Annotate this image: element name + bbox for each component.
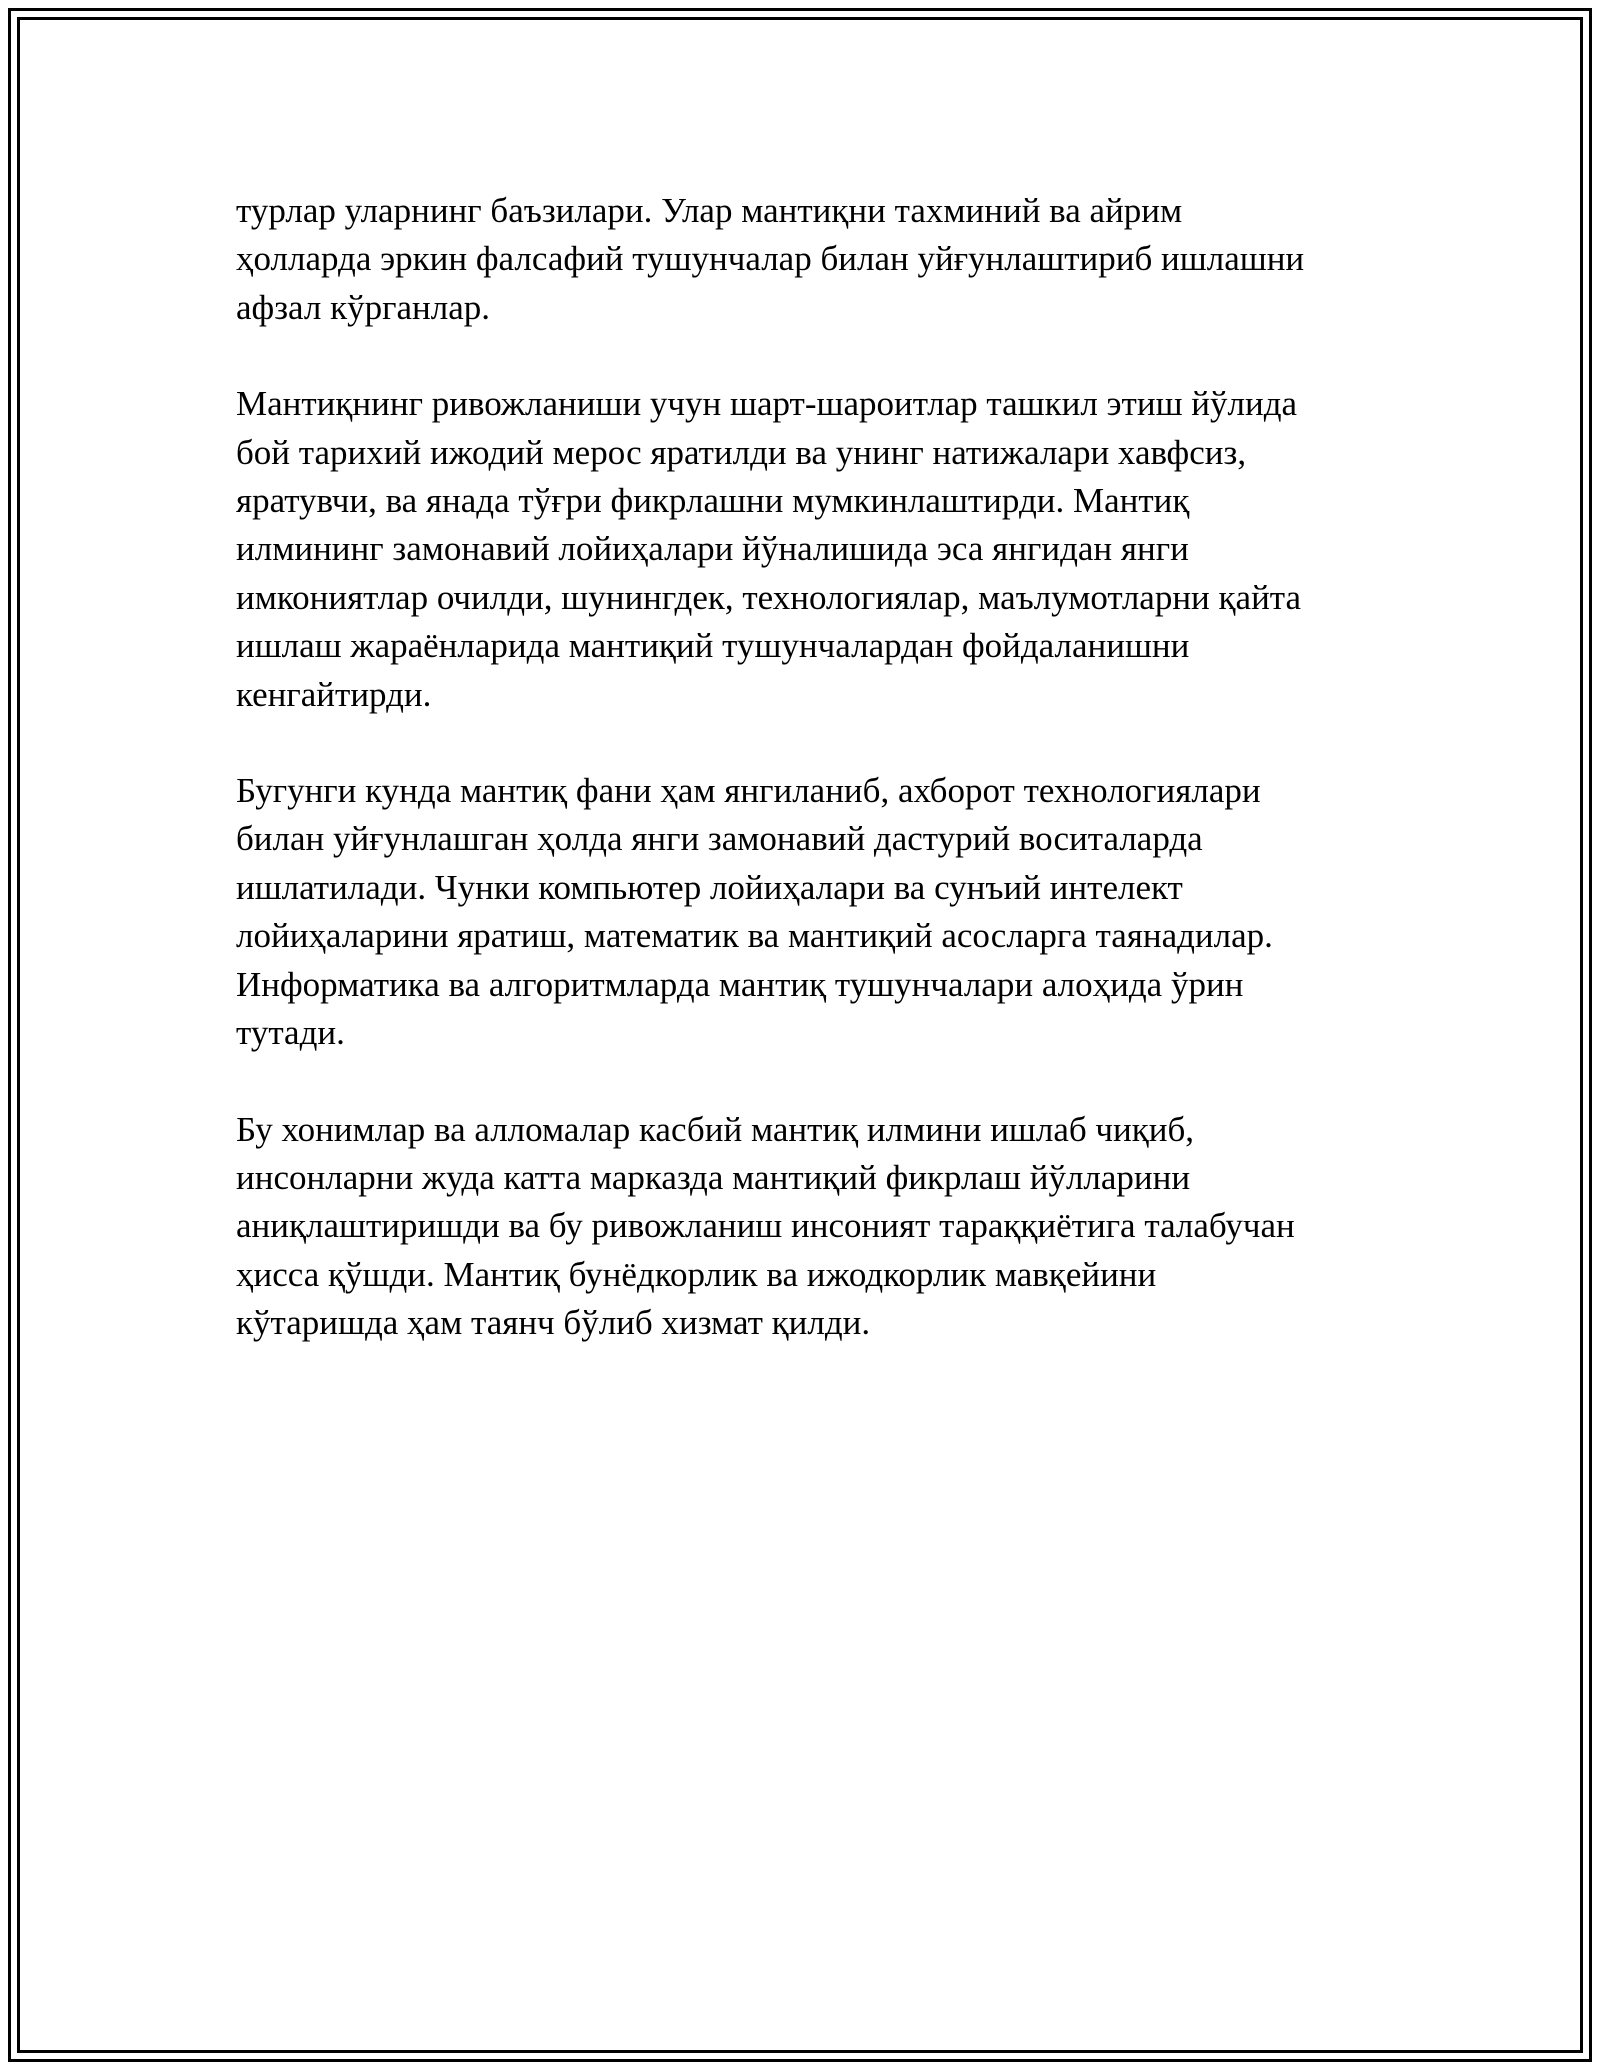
text-line: афзал кўрганлар. xyxy=(236,287,490,327)
text-line: кенгайтирди. xyxy=(236,674,432,714)
text-line: турлар уларнинг баъзилари. Улар мантиқни тахминий ва айрим xyxy=(236,191,1183,230)
text-line: ишлатилади. Чунки компьютер лойиҳалари ва сунъий интелект xyxy=(236,867,1183,907)
text-line: кўтаришда ҳам таянч бўлиб хизмат қилди. xyxy=(236,1303,871,1343)
text-line: бой тарихий ижодий мерос яратилди ва унинг натижалари хавфсиз, xyxy=(236,432,1247,472)
paragraph-2 xyxy=(236,380,1376,719)
text-line: билан уйғунлашган ҳолда янги замонавий дастурий воситаларда xyxy=(236,819,1203,859)
text-line: аниқлаштиришди ва бу ривожланиш инсоният тараққиётига талабучан xyxy=(236,1206,1295,1246)
text-line: инсонларни жуда катта марказда мантиқий фикрлаш йўлларини xyxy=(236,1157,1191,1197)
text-line: имкониятлар очилди, шунингдек, технологиялар, маълумотларни қайта xyxy=(236,577,1302,617)
text-line: ишлаш жараёнларида мантиқий тушунчалардан фойдаланишни xyxy=(236,626,1190,666)
text-line: тутади. xyxy=(236,1013,345,1053)
text-line: Бу хонимлар ва алломалар касбий мантиқ илмини ишлаб чиқиб, xyxy=(236,1109,1195,1149)
document-body xyxy=(236,187,1376,1396)
text-line: илмининг замонавий лойиҳалари йўналишида эса янгидан янги xyxy=(236,529,1189,569)
text-line: Бугунги кунда мантиқ фани ҳам янгиланиб, ахборот технологиялари xyxy=(236,771,1261,811)
paragraph-1 xyxy=(236,187,1376,332)
paragraph-4 xyxy=(236,1106,1376,1348)
text-line: Мантиқнинг ривожланиши учун шарт-шароитлар ташкил этиш йўлида xyxy=(236,384,1298,424)
paragraph-3 xyxy=(236,767,1376,1057)
text-line: Информатика ва алгоритмларда мантиқ тушунчалари алоҳида ўрин xyxy=(236,964,1244,1004)
text-line: ҳисса қўшди. Мантиқ бунёдкорлик ва ижодкорлик мавқейини xyxy=(236,1254,1157,1294)
text-line: ҳолларда эркин фалсафий тушунчалар билан уйғунлаштириб ишлашни xyxy=(236,239,1305,279)
text-line: яратувчи, ва янада тўғри фикрлашни мумкинлаштирди. Мантиқ xyxy=(236,481,1190,521)
text-line: лойиҳаларини яратиш, математик ва мантиқий асосларга таянадилар. xyxy=(236,916,1273,956)
